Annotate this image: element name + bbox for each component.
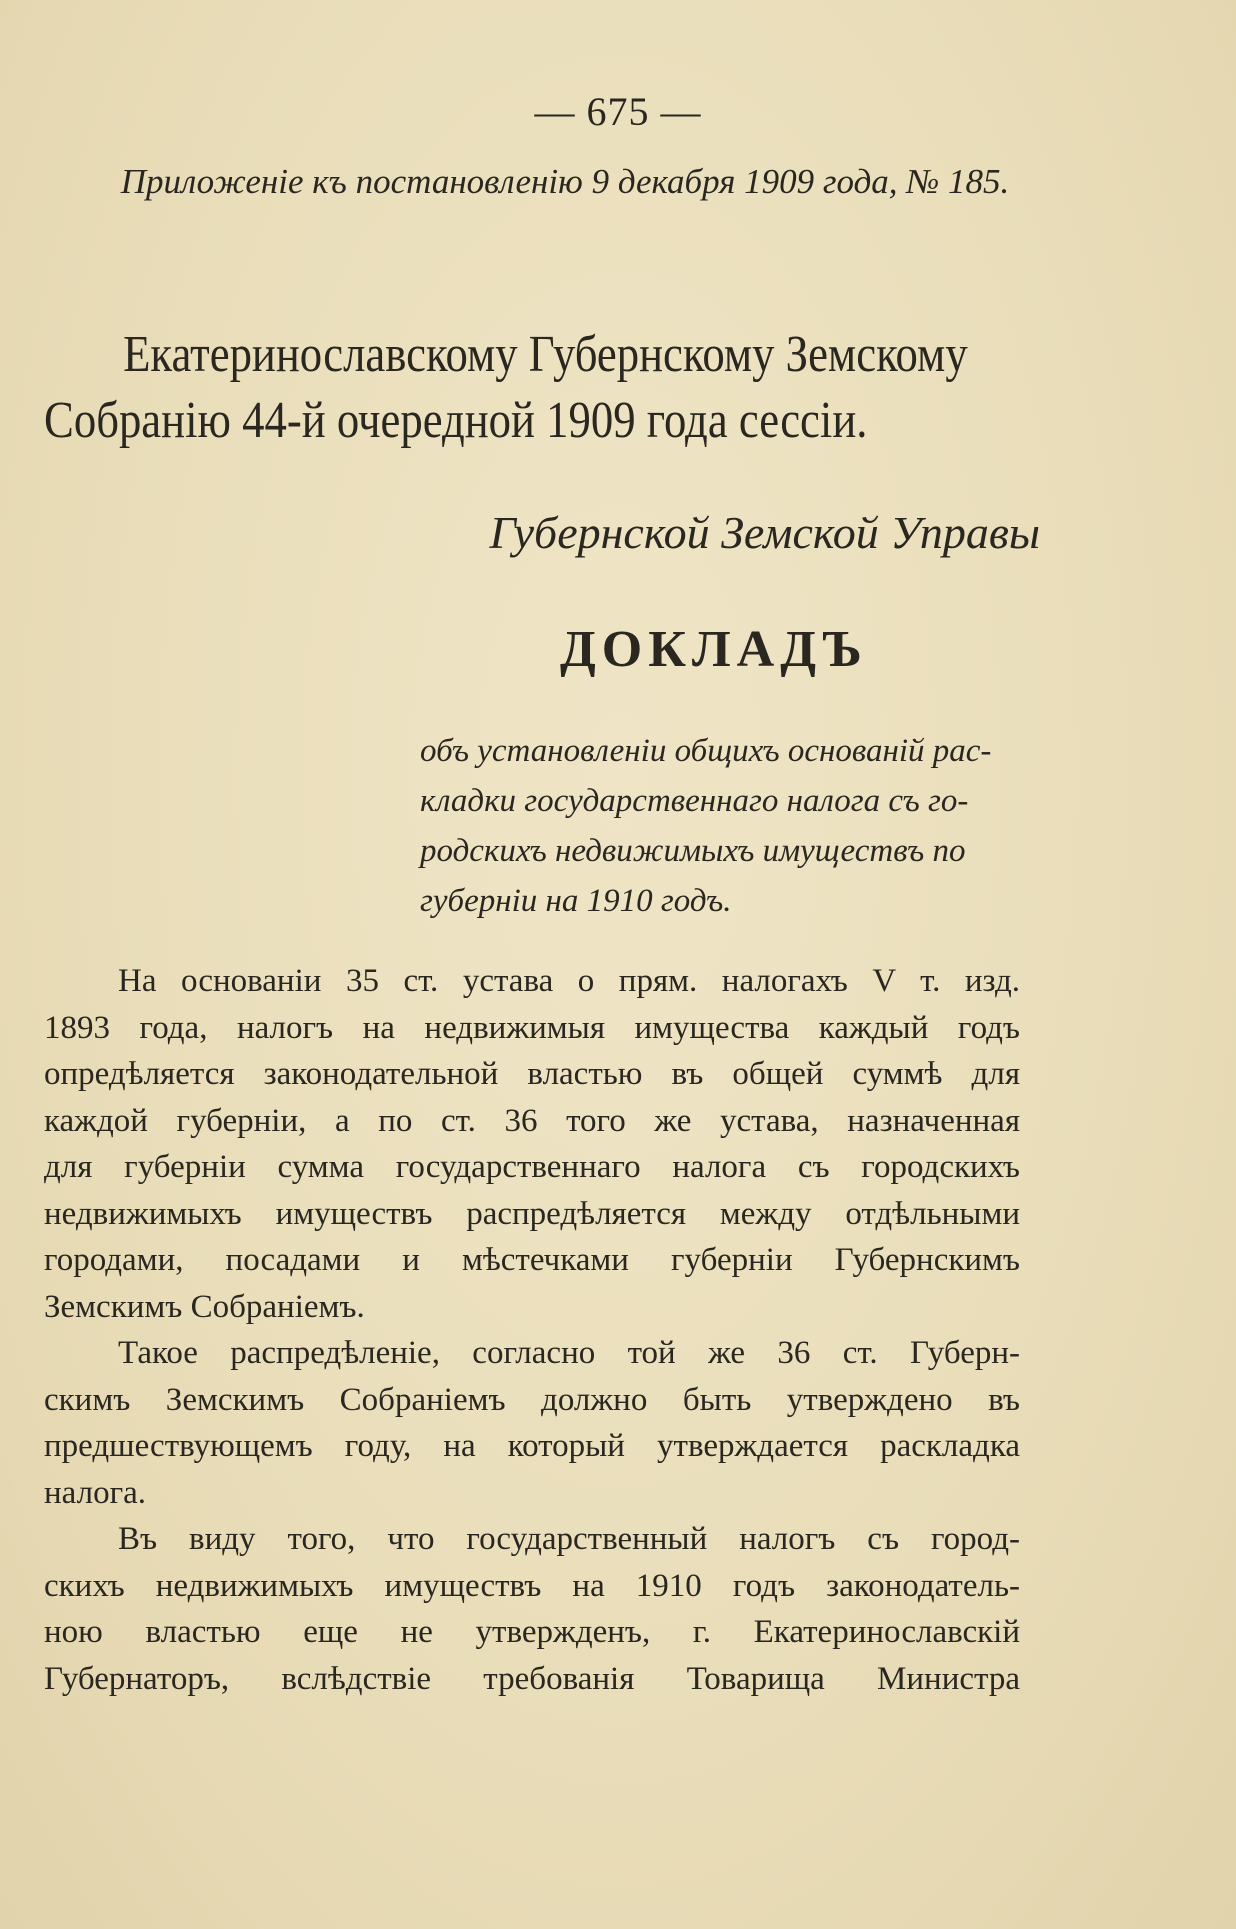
text-line: скимъ Земскимъ Собраніемъ должно быть утверждено въ (44, 1381, 1020, 1418)
text-line: опредѣляется законодательной властью въ общей суммѣ для (44, 1056, 1020, 1092)
subject-line: родскихъ недвижимыхъ имуществъ по (420, 833, 966, 869)
report-body (44, 958, 1020, 1702)
text-line: 1893 года, налогъ на недвижимыя имущества каждый годъ (44, 1009, 1020, 1046)
page-number: — 675 — (534, 89, 702, 134)
address-heading (44, 322, 968, 454)
text-line: ною властью еще не утвержденъ, г. Екатеринославскій (44, 1614, 1020, 1650)
text-line: недвижимыхъ имуществъ распредѣляется между отдѣльными (44, 1195, 1020, 1232)
text-line: Въ виду того, что государственный налогъ съ город- (118, 1521, 1020, 1557)
text-line: налога. (44, 1474, 146, 1511)
text-line: предшествующемъ году, на который утверждается раскладка (44, 1428, 1020, 1464)
subject-line: губерніи на 1910 годъ. (420, 883, 732, 919)
text-line: На основаніи 35 ст. устава о прям. налогахъ V т. изд. (118, 963, 1020, 999)
subject-line: кладки государственнаго налога съ го- (420, 783, 969, 819)
text-line: каждой губерніи, а по ст. 36 того же устава, назначенная (44, 1102, 1020, 1139)
text-line: Губернаторъ, вслѣдствіе требованія Товарища Министра (44, 1660, 1020, 1697)
address-line-1: Екатеринославскому Губернскому Земскому (123, 326, 968, 383)
subject-line: объ установленіи общихъ основаній рас- (420, 733, 992, 769)
paragraph (44, 1516, 1020, 1702)
address-line-2: Собранію 44-й очередной 1909 года сессіи. (44, 392, 868, 449)
text-line: скихъ недвижимыхъ имуществъ на 1910 годъ законодатель- (44, 1567, 1020, 1604)
paragraph (44, 1330, 1020, 1516)
report-subject (420, 726, 1020, 926)
text-line: Такое распредѣленіе, согласно той же 36 ст. Губерн- (118, 1335, 1020, 1371)
board-name: Губернской Земской Управы (489, 507, 1040, 558)
appendix-note: Приложеніе къ постановленію 9 декабря 1909 года, № 185. (120, 162, 1010, 201)
paragraph (44, 958, 1020, 1330)
text-line: для губерніи сумма государственнаго налога съ городскихъ (44, 1149, 1020, 1185)
text-line: Земскимъ Собраніемъ. (44, 1288, 365, 1325)
text-line: городами, посадами и мѣстечками губерніи Губернскимъ (44, 1242, 1020, 1278)
document-type-title: ДОКЛАДЪ (560, 621, 868, 678)
